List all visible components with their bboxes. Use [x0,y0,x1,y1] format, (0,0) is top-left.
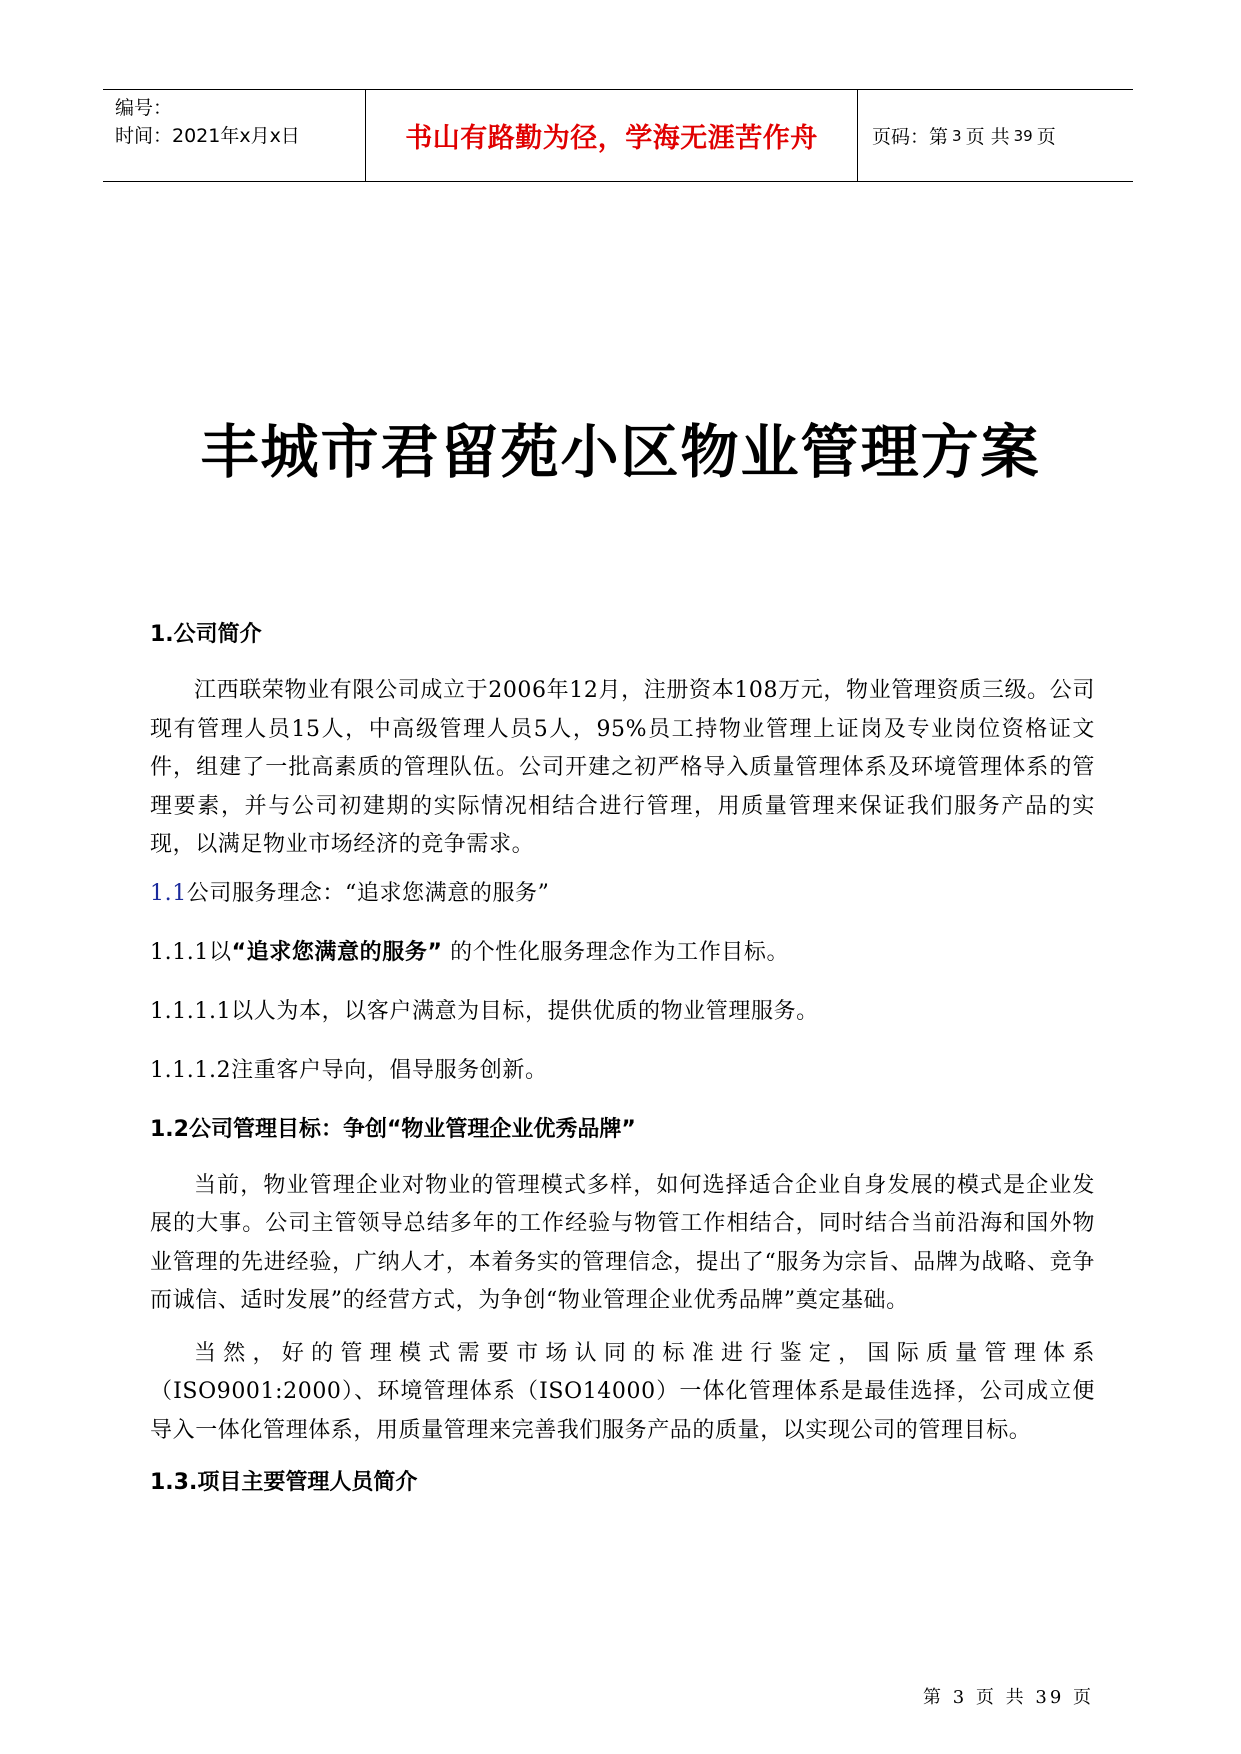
section-1-1-text: 公司服务理念：“追求您满意的服务” [186,880,550,906]
page-middle: 页 共 [965,126,1010,148]
section-1-3-heading: 1.3.项目主要管理人员简介 [150,1470,418,1495]
section-1-1-1-1-line: 1.1.1.1以人为本，以客户满意为目标，提供优质的物业管理服务。 [150,998,819,1024]
header-page-cell [858,90,1133,181]
header-motto-cell [366,90,858,181]
section-1-1-1-2-line: 1.1.1.2注重客户导向，倡导服务创新。 [150,1057,548,1083]
header-table [103,89,1133,182]
section-1-paragraph: 江西联荣物业有限公司成立于2006年12月，注册资本108万元，物业管理资质三级。公司现有管理人员15人，中高级管理人员5人，95%员工持物业管理上证岗及专业岗位资格证文件，组建了一批高素质的管理队伍。公司开建之初严格导入质量管理体系及环境管理体系的管理要素，并与公司初建期的实际情况相结合进行管理，用质量管理来保证我们服务产品的实现，以满足物业市场经济的竞争需求。 [150,678,1095,857]
page-footer: 第 3 页 共 39 页 [923,1687,1094,1708]
document-body [150,620,1095,1520]
section-1-1-1-rest: 的个性化服务理念作为工作目标。 [442,939,790,965]
section-1-2-paragraph-2: 当然，好的管理模式需要市场认同的标准进行鉴定，国际质量管理体系（ISO9001:2000）、环境管理体系（ISO14000）一体化管理体系是最佳选择，公司成立便导入一体化管理体系，用质量管理来完善我们服务产品的质量，以实现公司的管理目标。 [150,1340,1095,1443]
section-1-1-1-line [150,938,1095,968]
header-info-cell [103,90,366,181]
section-1-heading: 1.公司简介 [150,622,262,647]
section-1-1-1-number: 1.1.1以 [150,939,232,965]
section-1-2-paragraph-1: 当前，物业管理企业对物业的管理模式多样，如何选择适合企业自身发展的模式是企业发展的大事。公司主管领导总结多年的工作经验与物管工作相结合，同时结合当前沿海和国外物业管理的先进经验，广纳人才，本着务实的管理信念，提出了“服务为宗旨、品牌为战略、竞争而诚信、适时发展”的经营方式，为争创“物业管理企业优秀品牌”奠定基础。 [150,1172,1095,1313]
number-label: 编号： [115,97,173,119]
page-prefix: 页码：第 [872,126,949,148]
document-title: 丰城市君留苑小区物业管理方案 [200,418,1041,486]
page-total: 39 [1013,126,1033,145]
motto-text: 书山有路勤为径，学海无涯苦作舟 [405,123,818,154]
section-1-1-number: 1.1 [150,880,187,906]
page-suffix: 页 [1036,126,1056,148]
time-label: 时间：2021年x月x日 [115,125,300,147]
section-1-1-1-bold: “追求您满意的服务” [231,939,443,965]
section-1-2-heading: 1.2公司管理目标：争创“物业管理企业优秀品牌” [150,1116,636,1142]
section-1-1-heading [150,879,1095,909]
page-current: 3 [952,126,962,145]
